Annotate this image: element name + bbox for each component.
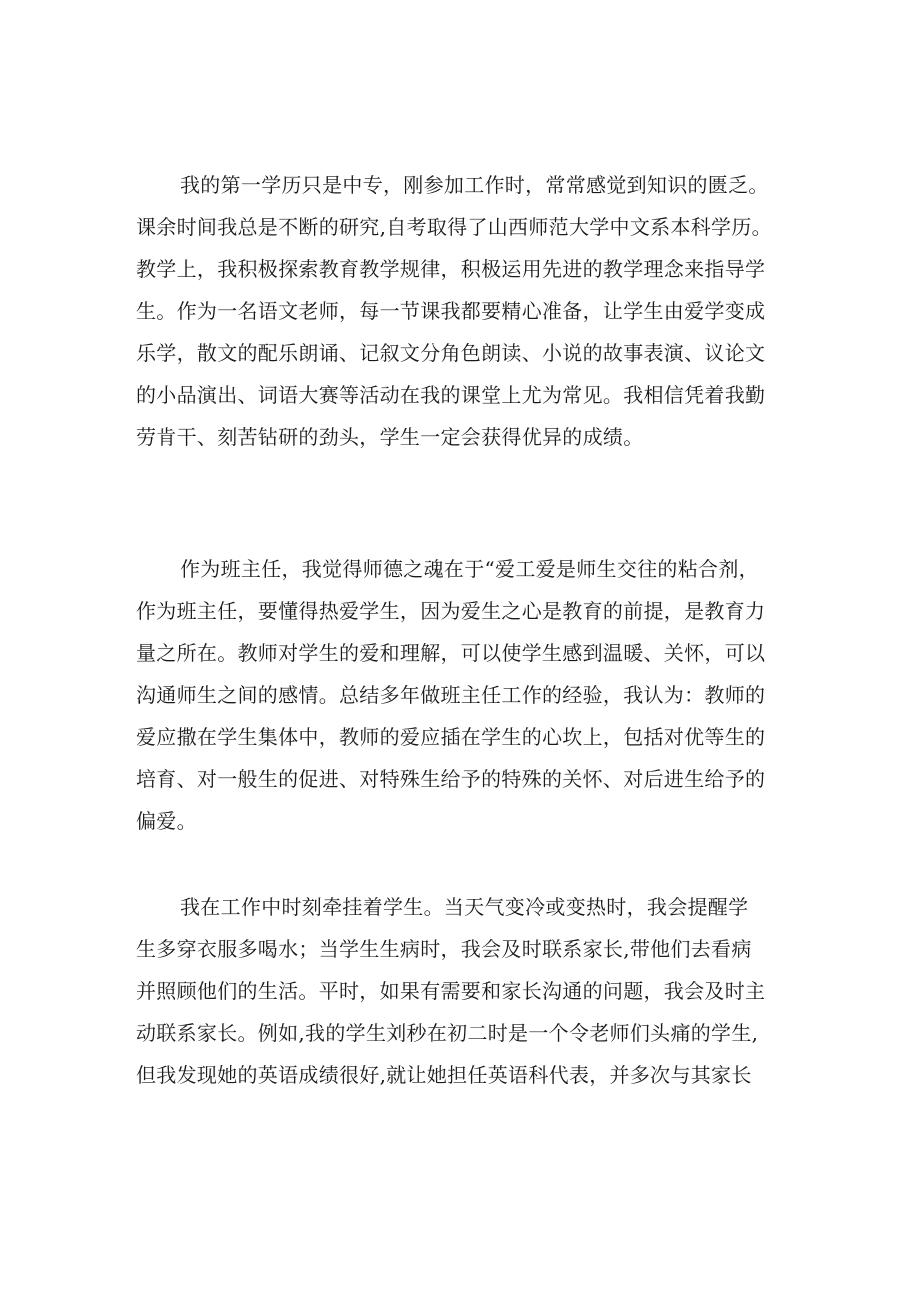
paragraph-2 [136,548,796,842]
paragraph-line: 沟通师生之间的感情。总结多年做班主任工作的经验，我认为：教师的 [136,683,766,707]
paragraph-line: 的小品演出、词语大赛等活动在我的课堂上尤为常见。我相信凭着我勤 [136,383,766,407]
paragraph-line: 教学上，我积极探索教育教学规律，积极运用先进的教学理念来指导学 [136,257,766,281]
paragraph-line: 作为班主任，我觉得师德之魂在于“爱工爱是师生交往的粘合剂， [180,557,759,581]
paragraph-line: 课余时间我总是不断的研究,自考取得了山西师范大学中文系本科学历。 [136,215,772,239]
paragraph-line: 偏爱。 [136,809,197,833]
paragraph-3 [136,886,796,1096]
paragraph-line: 生。作为一名语文老师，每一节课我都要精心准备，让学生由爱学变成 [136,299,766,323]
paragraph-line: 但我发现她的英语成绩很好,就让她担任英语科代表，并多次与其家长 [136,1063,752,1087]
paragraph-line: 培育、对一般生的促进、对特殊生给予的特殊的关怀、对后进生给予的 [136,767,766,791]
paragraph-line: 量之所在。教师对学生的爱和理解，可以使学生感到温暖、关怀，可以 [136,641,766,665]
paragraph-line: 爱应撒在学生集体中，教师的爱应插在学生的心坎上，包括对优等生的 [136,725,766,749]
paragraph-line: 我的第一学历只是中专，刚参加工作时，常常感觉到知识的匮乏。 [180,173,769,197]
paragraph-line: 乐学，散文的配乐朗诵、记叙文分角色朗读、小说的故事表演、议论文 [136,341,766,365]
paragraph-line: 作为班主任，要懂得热爱学生，因为爱生之心是教育的前提，是教育力 [136,599,766,623]
paragraph-line: 劳肯干、刻苦钻研的劲头，学生一定会获得优异的成绩。 [136,425,644,449]
paragraph-line: 并照顾他们的生活。平时，如果有需要和家长沟通的问题，我会及时主 [136,979,766,1003]
paragraph-line: 我在工作中时刻牵挂着学生。当天气变冷或变热时，我会提醒学 [180,895,749,919]
paragraph-line: 生多穿衣服多喝水；当学生生病时，我会及时联系家长,带他们去看病 [136,937,752,961]
paragraph-1 [136,164,796,458]
paragraph-line: 动联系家长。例如,我的学生刘秒在初二时是一个令老师们头痛的学生, [136,1021,759,1045]
